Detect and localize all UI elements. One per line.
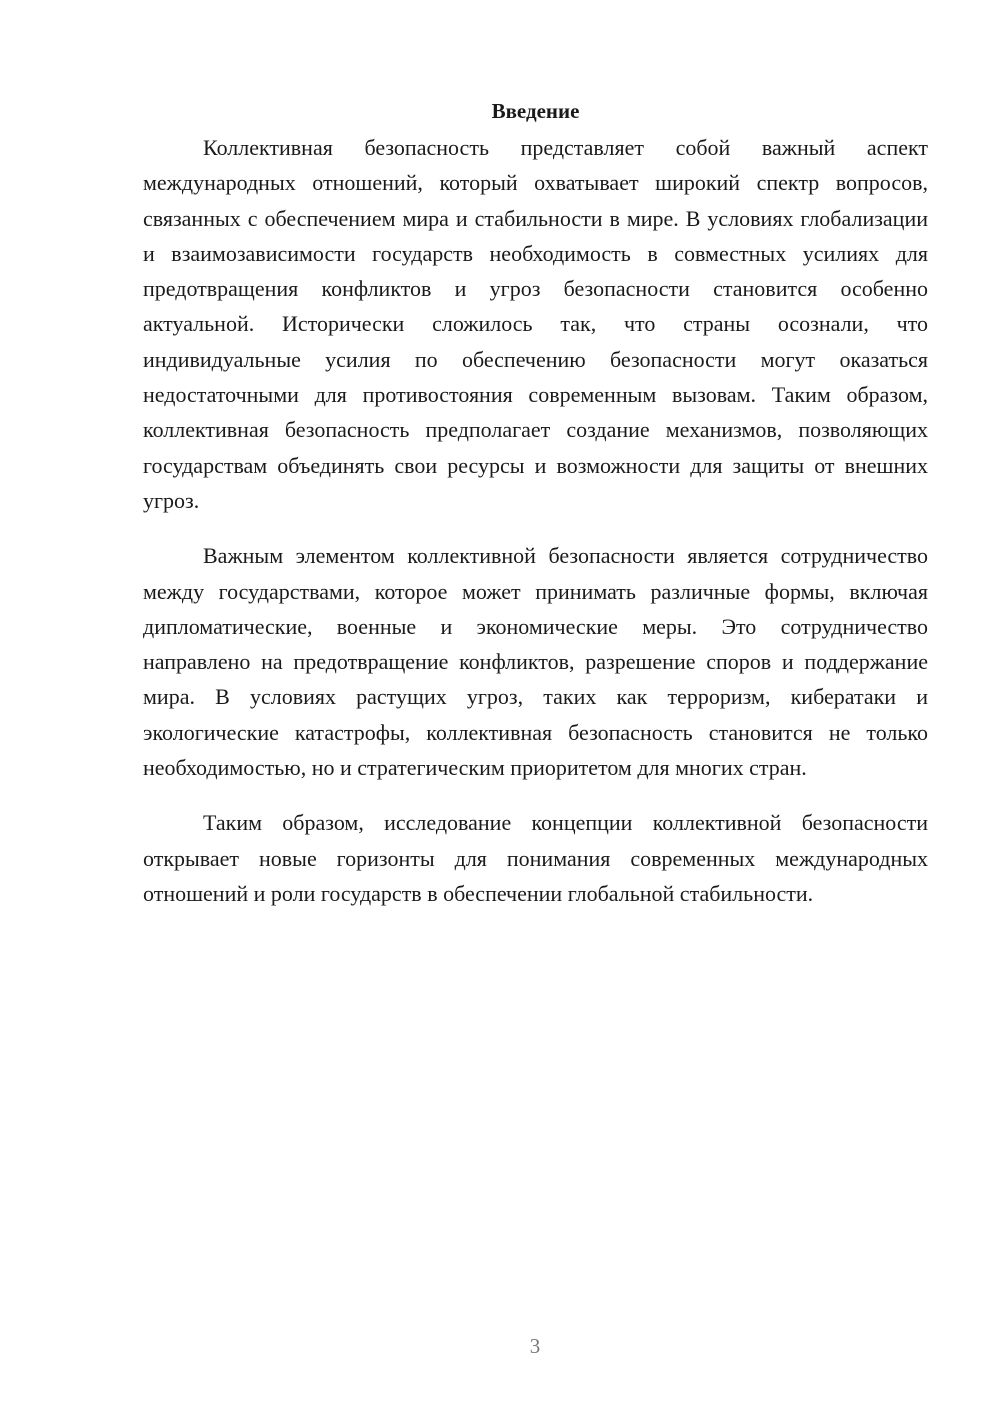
page-number: 3	[529, 1334, 541, 1358]
paragraph: Коллективная безопасность представляет собой важный аспект международных отношений, который охватывает широкий спектр вопросов, связанных с обеспечением мира и стабильности в мире. В условиях глобализации и взаимозависимости государств необходимость в совместных усилиях для предотвращения конфликтов и угроз безопасности становится особенно актуальной. Исторически сложилось так, что страны осознали, что индивидуальные усилия по обеспечению безопасности могут оказаться недостаточными для противостояния современным вызовам. Таким образом, коллективная безопасность предполагает создание механизмов, позволяющих государствам объединять свои ресурсы и возможности для защиты от внешних угроз.	[143, 135, 928, 513]
paragraph: Таким образом, исследование концепции коллективной безопасности открывает новые горизонты для понимания современных международных отношений и роли государств в обеспечении глобальной стабильности.	[143, 810, 928, 906]
page-content	[143, 96, 928, 931]
paragraph: Важным элементом коллективной безопасности является сотрудничество между государствами, которое может принимать различные формы, включая дипломатические, военные и экономические меры. Это сотрудничество направлено на предотвращение конфликтов, разрешение споров и поддержание мира. В условиях растущих угроз, таких как терроризм, кибератаки и экологические катастрофы, коллективная безопасность становится не только необходимостью, но и стратегическим приоритетом для многих стран.	[143, 543, 928, 781]
section-title: Введение	[491, 99, 580, 123]
